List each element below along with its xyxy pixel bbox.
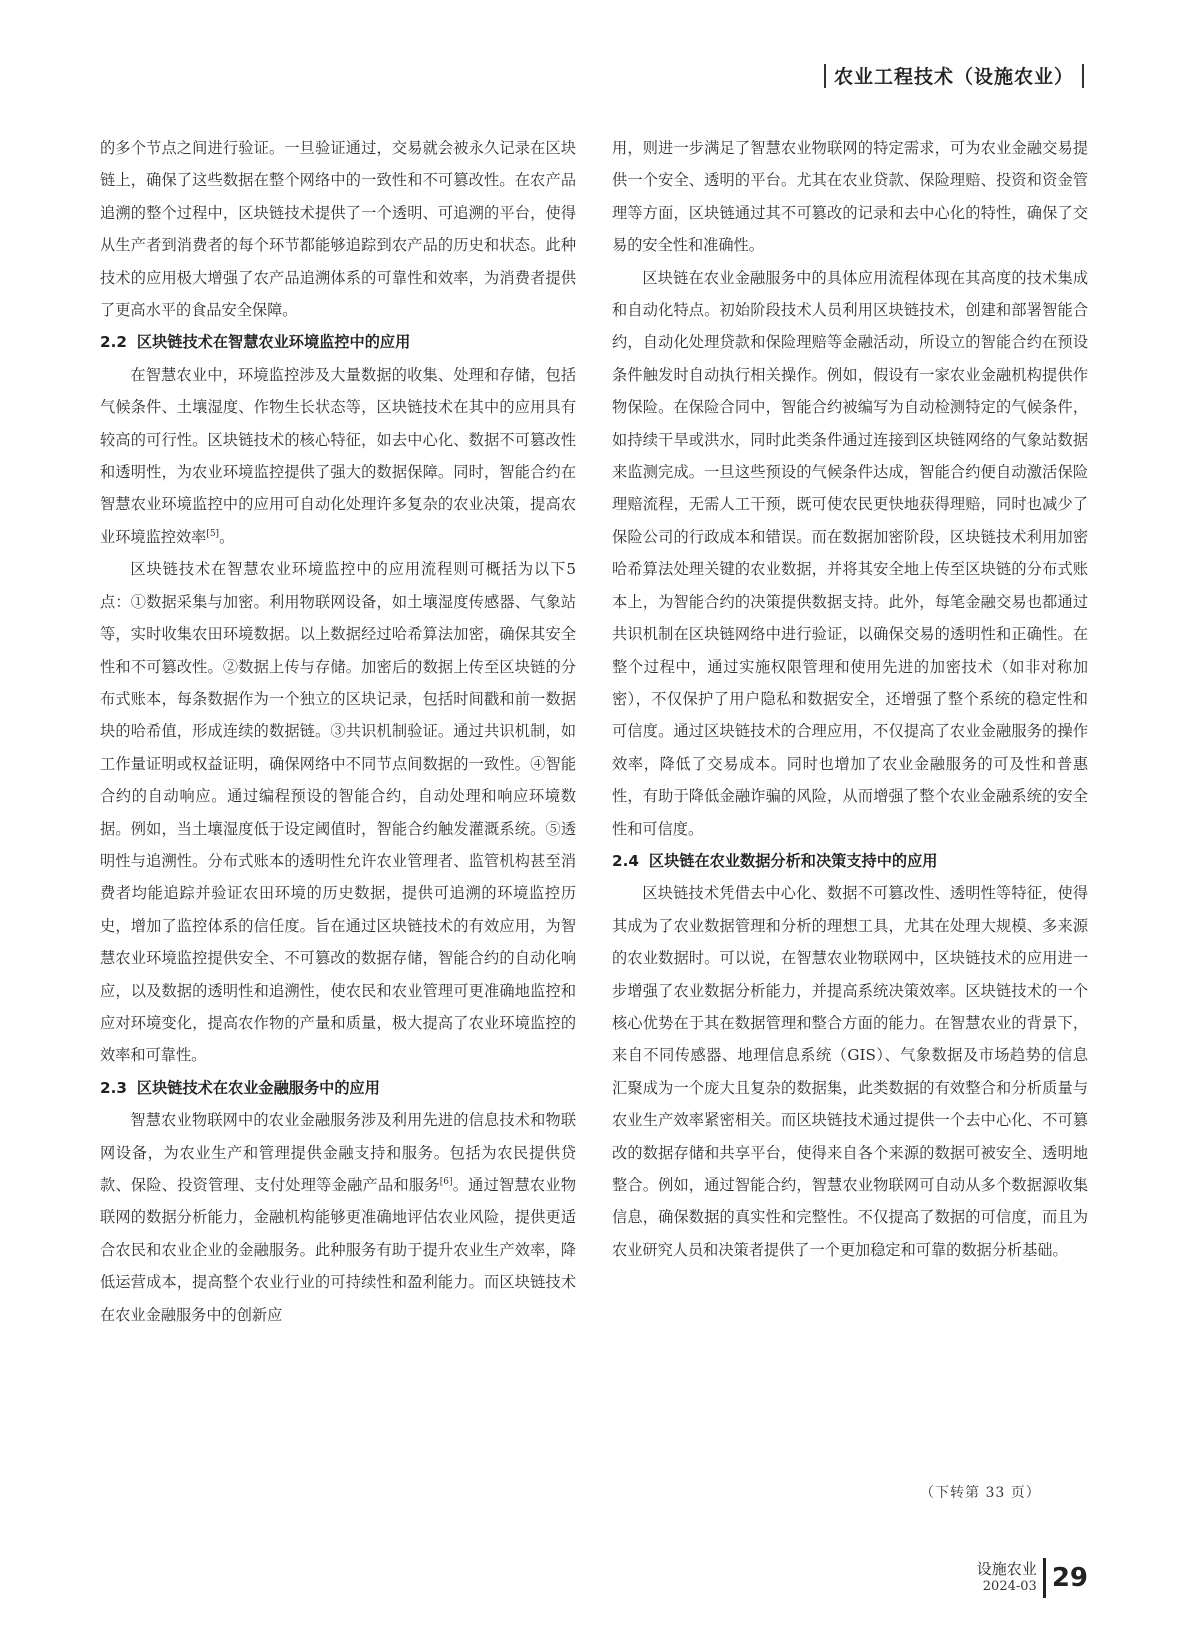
citation-ref: [5] [206,528,220,539]
paragraph-text: 在智慧农业中，环境监控涉及大量数据的收集、处理和存储，包括气候条件、土壤湿度、作物生长状态等，区块链技术在其中的应用具有较高的可行性。区块链技术的核心特征，如去中心化、数据不可篡改性和透明性，为农业环境监控提供了强大的数据保障。同时，智能合约在智慧农业环境监控中的应用可自动化处理许多复杂的农业决策，提高农业环境监控效率 [100,365,576,546]
section-heading-2-3 [100,1072,576,1104]
footer-journal-name: 设施农业 [976,1560,1037,1578]
left-column [100,132,576,1331]
header-right-bar [1082,64,1084,88]
section-title: 区块链技术在智慧农业环境监控中的应用 [136,333,411,352]
page-footer [977,1558,1088,1598]
page-number: 29 [1051,1563,1088,1593]
section-title: 区块链在农业数据分析和决策支持中的应用 [648,851,938,870]
running-header [816,62,1092,89]
footer-issue: 2024-03 [982,1579,1037,1594]
journal-section-title: 农业工程技术（设施农业） [833,66,1074,88]
citation-ref: [6] [439,1176,453,1187]
section-heading-2-4 [612,845,1088,877]
header-left-bar [824,64,826,88]
paragraph [100,1104,576,1331]
section-number: 2.2 [100,333,127,352]
right-column [612,132,1088,1266]
paragraph: 区块链技术在智慧农业环境监控中的应用流程则可概括为以下5点：①数据采集与加密。利用物联网设备，如土壤湿度传感器、气象站等，实时收集农田环境数据。以上数据经过哈希算法加密，确保其安全性和不可篡改性。②数据上传与存储。加密后的数据上传至区块链的分布式账本，每条数据作为一个独立的区块记录，包括时间戳和前一数据块的哈希值，形成连续的数据链。③共识机制验证。通过共识机制，如工作量证明或权益证明，确保网络中不同节点间数据的一致性。④智能合约的自动响应。通过编程预设的智能合约，自动处理和响应环境数据。例如，当土壤湿度低于设定阈值时，智能合约触发灌溉系统。⑤透明性与追溯性。分布式账本的透明性允许农业管理者、监管机构甚至消费者均能追踪并验证农田环境的历史数据，提供可追溯的环境监控历史，增加了监控体系的信任度。旨在通过区块链技术的有效应用，为智慧农业环境监控提供安全、不可篡改的数据存储，智能合约的自动化响应，以及数据的透明性和追溯性，使农民和农业管理可更准确地监控和应对环境变化，提高农作物的产量和质量，极大提高了农业环境监控的效率和可靠性。 [100,560,576,1065]
paragraph: 区块链技术凭借去中心化、数据不可篡改性、透明性等特征，使得其成为了农业数据管理和分析的理想工具，尤其在处理大规模、多来源的农业数据时。可以说，在智慧农业物联网中，区块链技术的应用进一步增强了农业数据分析能力，并提高系统决策效率。区块链技术的一个核心优势在于其在数据管理和整合方面的能力。在智慧农业的背景下，来自不同传感器、地理信息系统（GIS）、气象数据及市场趋势的信息汇聚成为一个庞大且复杂的数据集，此类数据的有效整合和分析质量与农业生产效率紧密相关。而区块链技术通过提供一个去中心化、不可篡改的数据存储和共享平台，使得来自各个来源的数据可被安全、透明地整合。例如，通过智能合约，智慧农业物联网可自动从多个数据源收集信息，确保数据的真实性和完整性。不仅提高了数据的可信度，而且为农业研究人员和决策者提供了一个更加稳定和可靠的数据分析基础。 [612,884,1088,1259]
paragraph-text: 。通过智慧农业物联网的数据分析能力，金融机构能够更准确地评估农业风险，提供更适合农民和农业企业的金融服务。此种服务有助于提升农业生产效率，降低运营成本，提高整个农业行业的可持续性和盈利能力。而区块链技术在农业金融服务中的创新应 [100,1176,577,1324]
paragraph: 用，则进一步满足了智慧农业物联网的特定需求，可为农业金融交易提供一个安全、透明的平台。尤其在农业贷款、保险理赔、投资和资金管理等方面，区块链通过其不可篡改的记录和去中心化的特性，确保了交易的安全性和准确性。 [612,139,1088,255]
section-title: 区块链技术在农业金融服务中的应用 [136,1078,380,1097]
section-number: 2.3 [100,1078,127,1097]
continuation-note: （下转第 33 页） [920,1485,1041,1501]
paragraph-text: 。 [219,527,235,546]
paragraph-text: 智慧农业物联网中的农业金融服务涉及利用先进的信息技术和物联网设备，为农业生产和管理提供金融支持和服务。包括为农民提供贷款、保险、投资管理、支付处理等金融产品和服务 [100,1111,576,1194]
footer-divider [1043,1558,1046,1598]
paragraph: 的多个节点之间进行验证。一旦验证通过，交易就会被永久记录在区块链上，确保了这些数据在整个网络中的一致性和不可篡改性。在农产品追溯的整个过程中，区块链技术提供了一个透明、可追溯的平台，使得从生产者到消费者的每个环节都能够追踪到农产品的历史和状态。此种技术的应用极大增强了农产品追溯体系的可靠性和效率，为消费者提供了更高水平的食品安全保障。 [100,139,576,320]
paragraph [100,359,576,553]
section-number: 2.4 [612,851,639,870]
footer-meta [977,1560,1037,1596]
section-heading-2-2 [100,326,576,358]
paragraph: 区块链在农业金融服务中的具体应用流程体现在其高度的技术集成和自动化特点。初始阶段技术人员利用区块链技术，创建和部署智能合约，自动化处理贷款和保险理赔等金融活动，所设立的智能合约在预设条件触发时自动执行相关操作。例如，假设有一家农业金融机构提供作物保险。在保险合同中，智能合约被编写为自动检测特定的气候条件，如持续干旱或洪水，同时此类条件通过连接到区块链网络的气象站数据来监测完成。一旦这些预设的气候条件达成，智能合约便自动激活保险理赔流程，无需人工干预，既可使农民更快地获得理赔，同时也减少了保险公司的行政成本和错误。而在数据加密阶段，区块链技术利用加密哈希算法处理关键的农业数据，并将其安全地上传至区块链的分布式账本上，为智能合约的决策提供数据支持。此外，每笔金融交易也都通过共识机制在区块链网络中进行验证，以确保交易的透明性和正确性。在整个过程中，通过实施权限管理和使用先进的加密技术（如非对称加密），不仅保护了用户隐私和数据安全，还增强了整个系统的稳定性和可信度。通过区块链技术的合理应用，不仅提高了农业金融服务的操作效率，降低了交易成本。同时也增加了农业金融服务的可及性和普惠性，有助于降低金融诈骗的风险，从而增强了整个农业金融系统的安全性和可信度。 [612,268,1088,838]
